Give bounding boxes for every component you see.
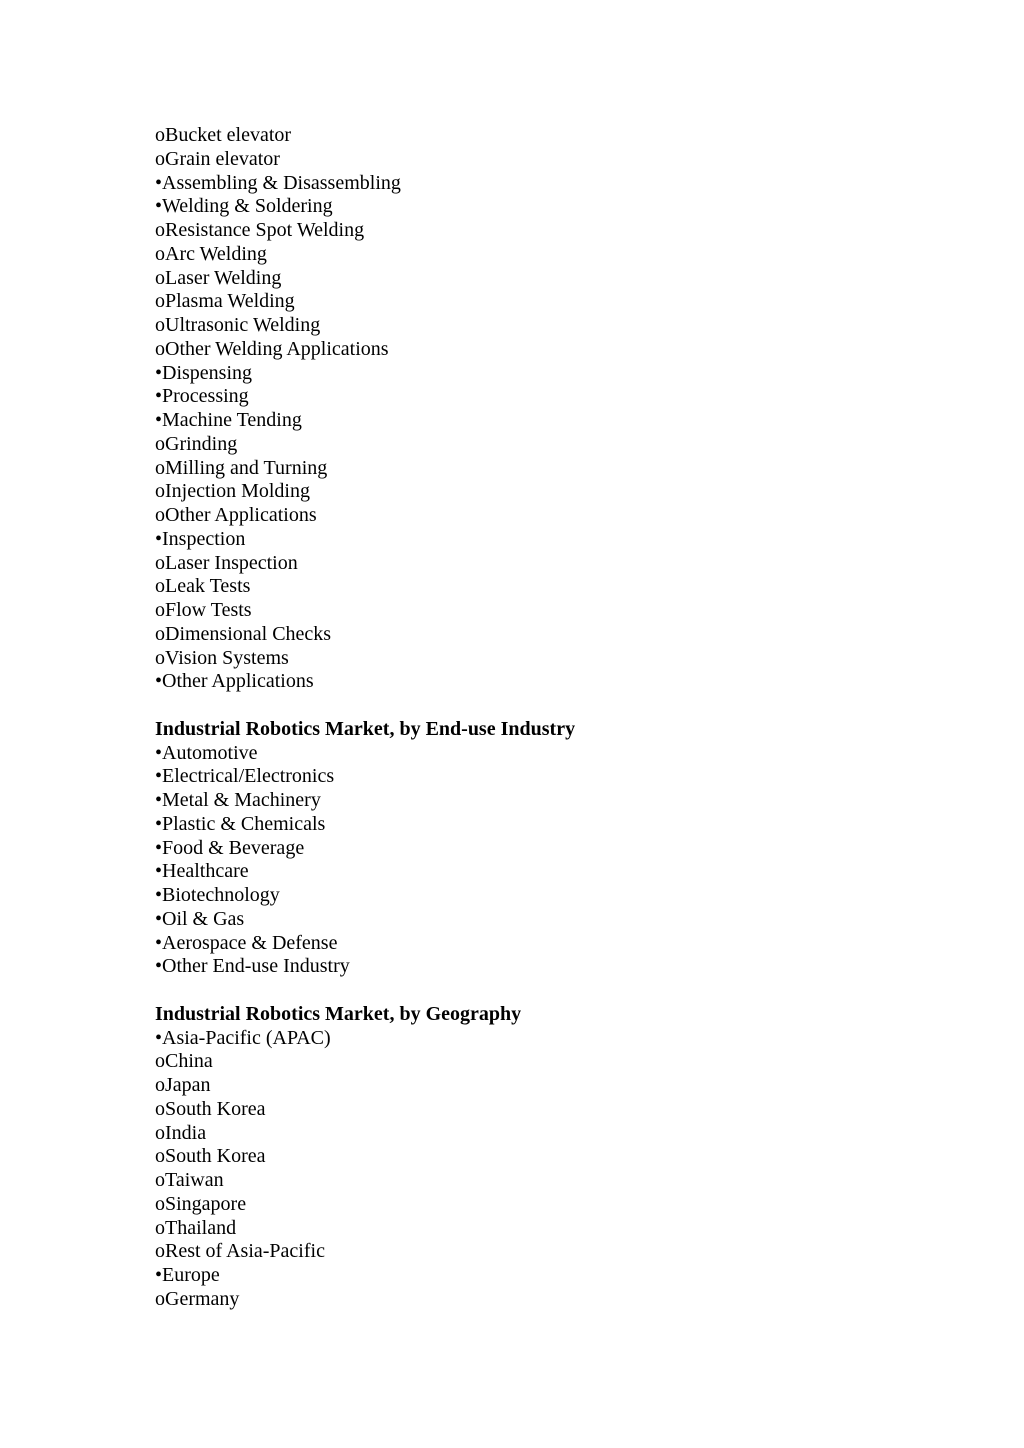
list-item: •Inspection xyxy=(155,527,246,550)
applications-list xyxy=(155,124,915,694)
list-item: •Other End-use Industry xyxy=(155,955,350,978)
list-item: oSingapore xyxy=(155,1192,247,1215)
list-item: oMilling and Turning xyxy=(155,456,328,479)
list-item: •Asia-Pacific (APAC) xyxy=(155,1026,331,1049)
list-item: •Aerospace & Defense xyxy=(155,931,338,954)
list-item: •Dispensing xyxy=(155,361,253,384)
document-page xyxy=(155,124,915,1312)
list-item: oLaser Inspection xyxy=(155,551,298,574)
list-item: oOther Welding Applications xyxy=(155,337,389,360)
list-item: oUltrasonic Welding xyxy=(155,314,321,336)
list-item: •Oil & Gas xyxy=(155,907,245,930)
list-item: oLeak Tests xyxy=(155,575,251,598)
end-use-section xyxy=(155,718,915,979)
geography-section xyxy=(155,1003,915,1312)
list-item: oThailand xyxy=(155,1216,237,1239)
list-item: oSouth Korea xyxy=(155,1145,266,1168)
list-item: •Metal & Machinery xyxy=(155,789,321,811)
list-item: oGrain elevator xyxy=(155,147,280,170)
list-item: •Europe xyxy=(155,1264,220,1286)
section-spacer xyxy=(155,979,915,1003)
list-item: •Biotechnology xyxy=(155,884,280,906)
list-item: oFlow Tests xyxy=(155,599,252,621)
list-item: oInjection Molding xyxy=(155,480,310,503)
list-item: •Healthcare xyxy=(155,860,249,883)
list-item: oDimensional Checks xyxy=(155,622,332,645)
list-item: oBucket elevator xyxy=(155,124,292,146)
list-item: oSouth Korea xyxy=(155,1097,266,1120)
list-item: oChina xyxy=(155,1050,213,1073)
list-item: •Processing xyxy=(155,385,249,408)
section-heading: Industrial Robotics Market, by End-use Industry xyxy=(155,717,576,740)
list-item: •Plastic & Chemicals xyxy=(155,812,326,835)
list-item: oResistance Spot Welding xyxy=(155,219,365,241)
list-item: •Assembling & Disassembling xyxy=(155,171,401,194)
list-item: •Electrical/Electronics xyxy=(155,765,335,788)
list-item: oGrinding xyxy=(155,432,238,455)
section-spacer xyxy=(155,694,915,718)
list-item: oPlasma Welding xyxy=(155,290,295,313)
list-item: oJapan xyxy=(155,1074,211,1096)
list-item: •Machine Tending xyxy=(155,409,302,431)
list-item: •Food & Beverage xyxy=(155,836,305,859)
list-item: oLaser Welding xyxy=(155,266,282,289)
list-item: oOther Applications xyxy=(155,504,317,526)
list-item: •Automotive xyxy=(155,741,258,764)
list-item: oRest of Asia-Pacific xyxy=(155,1240,325,1263)
list-item: oArc Welding xyxy=(155,242,267,265)
list-item: oIndia xyxy=(155,1121,207,1144)
list-item: oVision Systems xyxy=(155,646,289,669)
list-item: •Welding & Soldering xyxy=(155,195,333,218)
list-item: •Other Applications xyxy=(155,670,314,693)
list-item: oTaiwan xyxy=(155,1169,224,1191)
list-item: oGermany xyxy=(155,1287,240,1310)
section-heading: Industrial Robotics Market, by Geography xyxy=(155,1002,522,1025)
